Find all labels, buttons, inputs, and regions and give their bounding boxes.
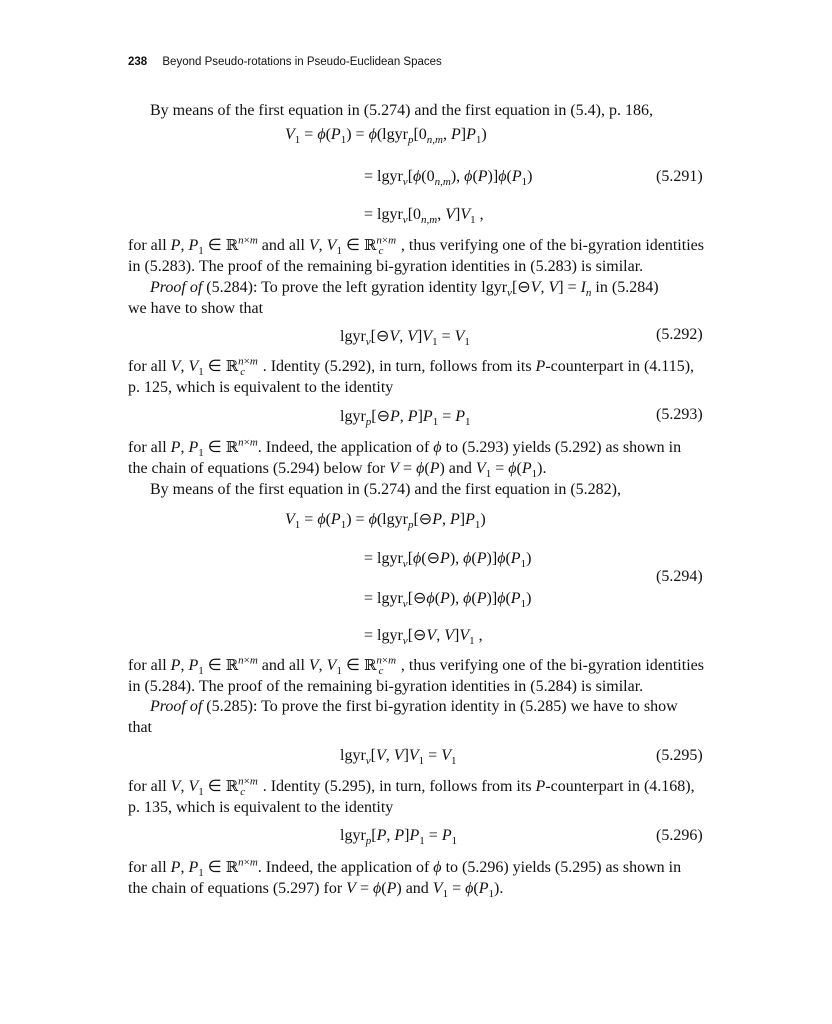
paragraph-6: By means of the first equation in (5.274) and the first equation in (5.282),: [150, 481, 622, 498]
equation-number-5-292: (5.292): [656, 326, 703, 343]
equation-5-294-line-1: $V_1 = \phi(P_1)$ = ϕ(lgyr$_p$[⊖P, $P]P_1$): [285, 511, 486, 532]
paragraph-8-line-2: that: [128, 719, 152, 736]
paragraph-4-line-2: p. 125, which is equivalent to the identity: [128, 379, 394, 396]
paragraph-2-line-1: for all P, $P_1$ ∈ ℝ$^{n\times m}$ and all V, $V_1$ ∈ ℝ$^{n\times m}_c$ , thus verifying one of the bi-gyration identities: [128, 234, 704, 258]
paragraph-5-line-1: for all P, $P_1$ ∈ ℝ$^{n\times m}$. Indeed, the application of ϕ to (5.293) yields (5.292) as shown in: [128, 436, 682, 460]
equation-5-294-line-3: = lgyr$_v$[⊖ϕ(P), $\phi(P)]\phi(P_1)$: [364, 590, 532, 611]
paragraph-5-line-2: the chain of equations (5.294) below for V = ϕ(P) and $V_1 = \phi(P_1)$.: [128, 460, 547, 481]
paragraph-10-line-2: the chain of equations (5.297) for V = ϕ(P) and $V_1 = \phi(P_1)$.: [128, 880, 504, 901]
equation-5-291-line-1: $V_1 = \phi(P_1)$ = $\phi(lgyr_p[0_{n,m}$, $P]P_1$): [285, 126, 487, 147]
equation-5-292: lgyr$_v$[⊖V, $V]V_1 = V_1$: [340, 328, 470, 349]
paragraph-9-line-1: for all V, $V_1$ ∈ ℝ$^{n\times m}_c$ . Identity (5.295), in turn, follows from its P-counterpart in (4.168),: [128, 775, 695, 799]
equation-number-5-294: (5.294): [656, 568, 703, 585]
equation-5-291-line-2: = $lgyr_v[\phi(0_{n,m})$, $\phi(P)]\phi(P_1)$: [364, 168, 533, 189]
page-number: 238: [128, 56, 148, 68]
paragraph-3-line-1: Proof of (5.284): To prove the left gyration identity lgyr$_v$[⊖V, $V] = I_n$ in (5.284): [150, 279, 659, 300]
paragraph-3-line-2: we have to show that: [128, 300, 264, 317]
running-title: Beyond Pseudo-rotations in Pseudo-Euclidean Spaces: [162, 56, 442, 68]
paragraph-1: By means of the first equation in (5.274) and the first equation in (5.4), p. 186,: [150, 102, 654, 119]
paragraph-7-line-2: in (5.284). The proof of the remaining bi-gyration identities in (5.284) is similar.: [128, 678, 644, 695]
equation-number-5-295: (5.295): [656, 747, 703, 764]
equation-5-296: lgyr$_p$[P, $P]P_1 = P_1$: [340, 827, 458, 848]
equation-number-5-291: (5.291): [656, 168, 703, 185]
equation-5-291-line-3: = $lgyr_v[0_{n,m}$, $V]V_1$ ,: [364, 206, 484, 227]
equation-number-5-293: (5.293): [656, 406, 703, 423]
paragraph-2-line-2: in (5.283). The proof of the remaining bi-gyration identities in (5.283) is similar.: [128, 258, 644, 275]
paragraph-4-line-1: for all V, $V_1$ ∈ ℝ$^{n\times m}_c$ . Identity (5.292), in turn, follows from its P-counterpart in (4.115),: [128, 355, 695, 379]
paragraph-9-line-2: p. 135, which is equivalent to the identity: [128, 799, 394, 816]
paragraph-7-line-1: for all P, $P_1$ ∈ ℝ$^{n\times m}$ and all V, $V_1$ ∈ ℝ$^{n\times m}_c$ , thus verifying one of the bi-gyration identities: [128, 654, 704, 678]
equation-5-294-line-4: = lgyr$_v$[⊖V, $V]V_1$ ,: [364, 627, 483, 648]
paragraph-8-line-1: Proof of (5.285): To prove the first bi-gyration identity in (5.285) we have to show: [150, 698, 678, 715]
equation-5-294-line-2: = lgyr$_v$[ϕ(⊖P), $\phi(P)]\phi(P_1)$: [364, 550, 532, 571]
equation-5-293: lgyr$_p$[⊖P, $P]P_1 = P_1$: [340, 408, 471, 429]
paragraph-10-line-1: for all P, $P_1$ ∈ ℝ$^{n\times m}$. Indeed, the application of ϕ to (5.296) yields (5.295) as shown in: [128, 856, 682, 880]
equation-number-5-296: (5.296): [656, 827, 703, 844]
equation-5-295: lgyr$_v$[V, $V]V_1 = V_1$: [340, 747, 457, 768]
